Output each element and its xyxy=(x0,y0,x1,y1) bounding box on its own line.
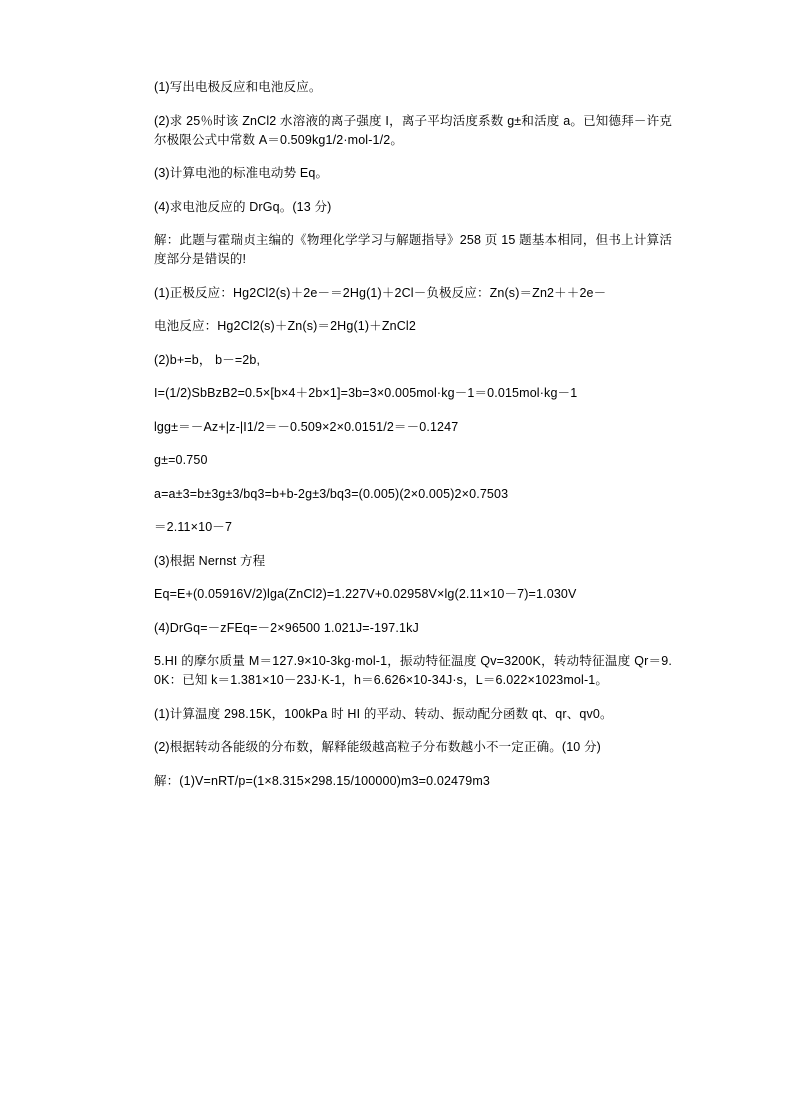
paragraph: ＝2.11×10－7 xyxy=(154,520,233,534)
paragraph: 电池反应：Hg2Cl2(s)＋Zn(s)＝2Hg(1)＋ZnCl2 xyxy=(154,319,416,333)
document-body xyxy=(140,78,672,791)
paragraph: g±=0.750 xyxy=(154,453,208,467)
paragraph: a=a±3=b±3g±3/bq3=b+b-2g±3/bq3=(0.005)(2×0.005)2×0.7503 xyxy=(154,486,509,501)
paragraph: lgg±＝－Az+|z-|I1/2＝－0.509×2×0.0151/2＝－0.1247 xyxy=(154,419,459,434)
paragraph: (2)求 25％时该 ZnCl2 水溶液的离子强度 I，离子平均活度系数 g±和活度 a。已知德拜－许克尔极限公式中常数 A＝0.509kg1/2·mol-1/2。 xyxy=(154,113,672,147)
paragraph: 解：(1)V=nRT/p=(1×8.315×298.15/100000)m3=0.02479m3 xyxy=(154,773,491,788)
paragraph: I=(1/2)SbBzB2=0.5×[b×4＋2b×1]=3b=3×0.005mol·kg－1＝0.015mol·kg－1 xyxy=(154,386,578,400)
paragraph: 解：此题与霍瑞贞主编的《物理化学学习与解题指导》258 页 15 题基本相同，但书上计算活度部分是错误的! xyxy=(154,233,672,266)
paragraph: (4)DrGq=－zFEq=－2×96500 1.021J=-197.1kJ xyxy=(154,620,419,635)
paragraph: (1)写出电极反应和电池反应。 xyxy=(154,80,322,94)
paragraph: (4)求电池反应的 DrGq。(13 分) xyxy=(154,199,332,214)
paragraph: 5.HI 的摩尔质量 M＝127.9×10-3kg·mol-1，振动特征温度 Qv=3200K，转动特征温度 Qr＝9.0K：已知 k＝1.381×10－23J·K-1，h＝6.626×10-34J·s，L＝6.022×1023mol-1。 xyxy=(154,654,672,687)
paragraph: (2)b+=b， b－=2b, xyxy=(154,352,261,367)
paragraph: Eq=E+(0.05916V/2)lga(ZnCl2)=1.227V+0.02958V×lg(2.11×10－7)=1.030V xyxy=(154,587,577,601)
paragraph: (3)根据 Nernst 方程 xyxy=(154,553,266,568)
paragraph: (3)计算电池的标准电动势 Eq。 xyxy=(154,166,329,180)
paragraph: (1)计算温度 298.15K，100kPa 时 HI 的平动、转动、振动配分函数 qt、qr、qv0。 xyxy=(154,706,613,721)
paragraph: (1)正极反应：Hg2Cl2(s)＋2e－＝2Hg(1)＋2Cl－负极反应：Zn(s)＝Zn2＋＋2e－ xyxy=(154,285,607,300)
paragraph: (2)根据转动各能级的分布数，解释能级越高粒子分布数越小不一定正确。(10 分) xyxy=(154,740,601,754)
